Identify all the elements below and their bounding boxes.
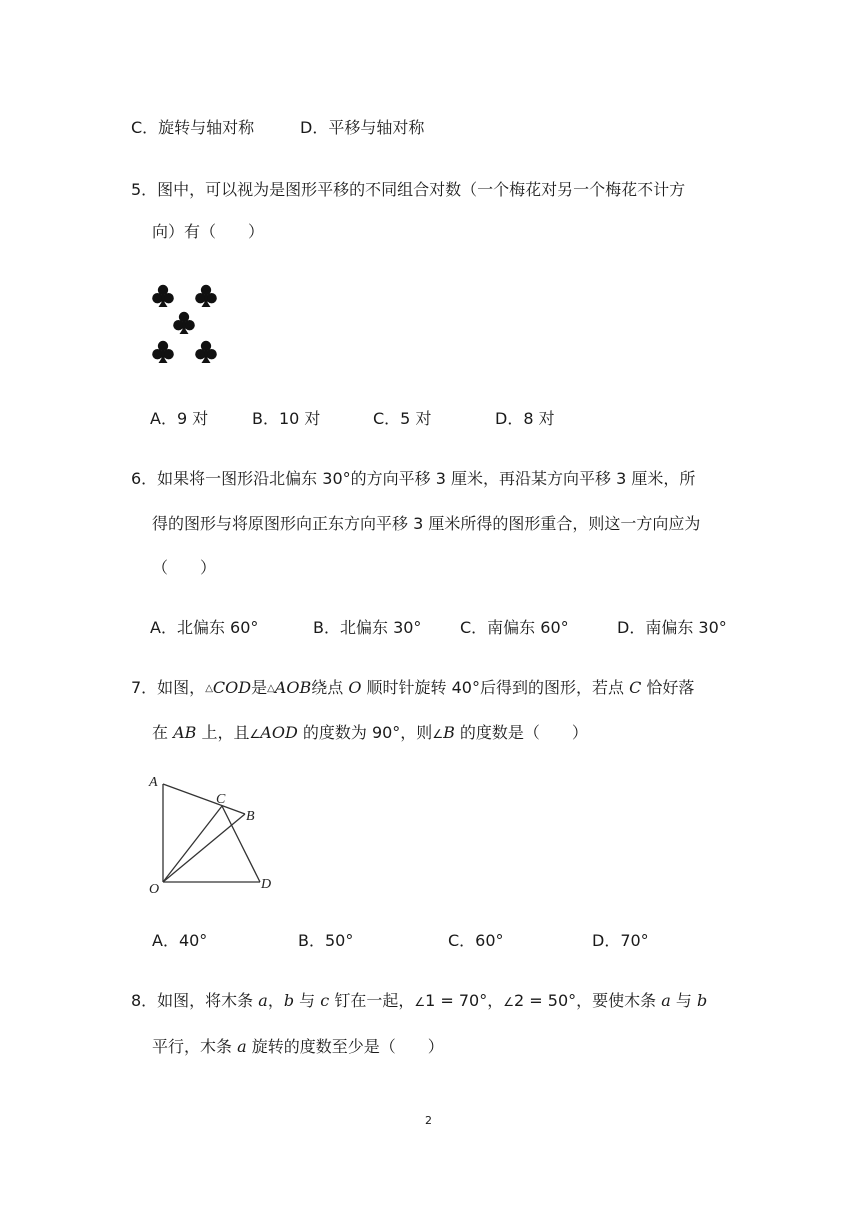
q6-option-b: B．北偏东 30° xyxy=(313,618,422,637)
point-label-b: B xyxy=(246,809,255,824)
q7-option-c: C．60° xyxy=(448,931,504,950)
q4-option-c: C．旋转与轴对称 xyxy=(131,118,255,137)
q7-var-cod: COD xyxy=(212,678,252,697)
club-icon-bottom-right xyxy=(195,341,217,363)
point-label-a: A xyxy=(149,775,158,790)
q8-text: 旋转的度数至少是（ ） xyxy=(246,1037,444,1056)
club-icon-top-left xyxy=(152,285,174,307)
q8-var-a: a xyxy=(237,1037,247,1056)
triangle-symbol: △ xyxy=(205,683,213,694)
q7-var-aod: AOD xyxy=(260,723,298,742)
club-icon-bottom-left xyxy=(152,341,174,363)
q5-option-d: D．8 对 xyxy=(495,409,555,428)
q8-text: ， xyxy=(267,991,284,1010)
q8-var-c: c xyxy=(320,991,330,1010)
q8-text: 与 xyxy=(670,991,697,1010)
angle-symbol: ∠ xyxy=(249,727,261,741)
q7-geometry-figure xyxy=(140,766,290,902)
q5-option-c: C．5 对 xyxy=(373,409,432,428)
angle-symbol: ∠ xyxy=(414,995,426,1009)
q7-var-c: C xyxy=(629,678,642,697)
club-icon-center xyxy=(173,312,195,334)
q7-var-aob: AOB xyxy=(274,678,312,697)
q4-option-d: D．平移与轴对称 xyxy=(300,118,425,137)
q7-text: 上，且 xyxy=(196,723,250,742)
q7-text: 绕点 xyxy=(311,678,349,697)
q5-option-b: B．10 对 xyxy=(252,409,321,428)
q6-stem-line1: 6．如果将一图形沿北偏东 30°的方向平移 3 厘米，再沿某方向平移 3 厘米，所 xyxy=(131,469,696,488)
q7-text: 7．如图， xyxy=(131,678,206,697)
q6-stem-line3: （ ） xyxy=(152,558,217,577)
q8-angle2: 2 = 50°，要使木条 xyxy=(514,991,662,1010)
q7-text: 是 xyxy=(251,678,268,697)
q7-text: 在 xyxy=(152,723,174,742)
segment-ab xyxy=(163,784,245,814)
q5-club-figure xyxy=(147,278,223,374)
q8-stem-line1 xyxy=(131,991,707,1012)
q7-option-b: B．50° xyxy=(298,931,354,950)
club-icon-top-right xyxy=(195,285,217,307)
q5-option-a: A．9 对 xyxy=(150,409,209,428)
q7-option-a: A．40° xyxy=(152,931,208,950)
segment-ob xyxy=(163,814,245,882)
q6-option-a: A．北偏东 60° xyxy=(150,618,259,637)
q8-angle1: 1 = 70°， xyxy=(425,991,504,1010)
q8-stem-line2 xyxy=(152,1037,444,1057)
q7-var-b: B xyxy=(443,723,455,742)
q7-stem-line2 xyxy=(152,723,588,744)
q8-text: 钉在一起， xyxy=(329,991,415,1010)
q7-text: 恰好落 xyxy=(641,678,695,697)
q8-var-a: a xyxy=(661,991,671,1010)
q7-stem-line1 xyxy=(131,678,694,699)
q7-option-d: D．70° xyxy=(592,931,649,950)
triangle-symbol: △ xyxy=(267,683,275,694)
q8-text: 8．如图，将木条 xyxy=(131,991,259,1010)
q8-var-a: a xyxy=(258,991,268,1010)
angle-symbol: ∠ xyxy=(503,995,514,1009)
q8-var-b: b xyxy=(696,991,708,1010)
q5-stem-line2: 向）有（ ） xyxy=(152,222,265,241)
q6-stem-line2: 得的图形与将原图形向正东方向平移 3 厘米所得的图形重合，则这一方向应为 xyxy=(152,514,701,533)
q5-stem-line1: 5．图中，可以视为是图形平移的不同组合对数（一个梅花对另一个梅花不计方 xyxy=(131,180,686,199)
segment-oc xyxy=(163,806,222,882)
q7-var-o: O xyxy=(348,678,362,697)
angle-symbol: ∠ xyxy=(432,727,444,741)
q7-var-ab: AB xyxy=(173,723,197,742)
q8-text: 平行，木条 xyxy=(152,1037,238,1056)
q8-text: 与 xyxy=(294,991,321,1010)
q6-option-d: D．南偏东 30° xyxy=(617,618,727,637)
point-label-d: D xyxy=(261,877,272,892)
q7-text: 的度数是（ ） xyxy=(454,723,588,742)
q7-text: 顺时针旋转 40°后得到的图形，若点 xyxy=(361,678,630,697)
page-number: 2 xyxy=(425,1114,432,1127)
point-label-o: O xyxy=(149,882,160,897)
q8-var-b: b xyxy=(283,991,295,1010)
point-label-c: C xyxy=(216,792,226,807)
q6-option-c: C．南偏东 60° xyxy=(460,618,569,637)
q7-text: 的度数为 90°，则 xyxy=(297,723,433,742)
